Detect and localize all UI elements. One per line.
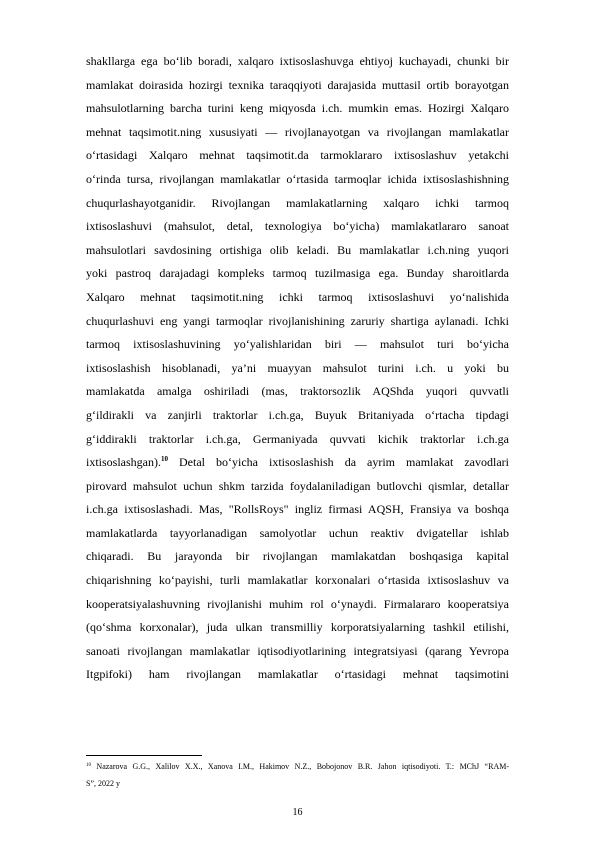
text-segment: Detal bo‘yicha ixtisoslashish da ayrim mamlakat zavodlari — [179, 455, 510, 470]
text-line: chuqurlashayotganidir. Rivojlangan mamlakatlarning xalqaro ichki tarmoq — [86, 195, 509, 210]
footnote — [86, 759, 509, 792]
text-line: pirovard mahsulot uchun shkm tarzida foydalaniladigan butlovchi qismlar, detallar — [86, 478, 509, 493]
text-line: shakllarga ega bo‘lib boradi, xalqaro ixtisoslashuvga ehtiyoj kuchayadi, chunki bir — [86, 54, 509, 68]
text-segment: ixtisoslashgan). — [86, 455, 161, 470]
text-line: mamlakatda amalga oshiriladi (mas, traktorsozlik AQShda yuqori quvvatli — [86, 384, 509, 399]
footnote-text: Nazarova G.G., Xalilov X.X., Xanova I.M., Hakimov N.Z., Bobojonov B.R. Jahon iqtisodiyoti. T.: MChJ “RAM- — [91, 762, 509, 771]
text-line: yoki pastroq darajadagi kompleks tarmoq tuzilmasiga ega. Bunday sharoitlarda — [86, 266, 509, 281]
text-line: mamlakat doirasida hozirgi texnika taraqqiyoti darajasida muttasil ortib borayotgan — [86, 77, 509, 92]
text-line: mahsulotlarning barcha turini keng miqyosda i.ch. mumkin emas. Hozirgi Xalqaro — [86, 101, 509, 116]
text-line: mahsulotlari savdosining ortishiga olib keladi. Bu mamlakatlar i.ch.ning yuqori — [86, 242, 509, 257]
text-line: tarmoq ixtisoslashuvining yo‘yalishlaridan biri — mahsulot turi bo‘yicha — [86, 337, 509, 352]
text-line: chuqurlashuvi eng yangi tarmoqlar rivojlanishining zaruriy shartiga aylanadi. Ichki — [86, 313, 509, 328]
body-text — [86, 50, 509, 687]
footnote-line: S”, 2022 y — [86, 778, 120, 788]
text-line: (qo‘shma korxonalar), juda ulkan transmilliy korporatsiyalarning tashkil etilishi, — [86, 620, 509, 635]
text-line: ixtisoslashish hisoblanadi, ya’ni muayyan mahsulot turini i.ch. u yoki bu — [86, 360, 509, 375]
text-line: Xalqaro mehnat taqsimotit.ning ichki tarmoq ixtisoslashuvi yo‘nalishida — [86, 289, 509, 304]
page-number: 16 — [292, 807, 303, 818]
footnote-line — [86, 759, 509, 776]
text-line: kooperatsiyalashuvning rivojlanishi muhim rol o‘ynaydi. Firmalararo kooperatsiya — [86, 596, 509, 611]
text-line-with-footnote-ref — [86, 451, 509, 475]
text-line: Itgpifoki) ham rivojlangan mamlakatlar o‘rtasidagi mehnat taqsimotini — [86, 667, 509, 682]
footnote-reference[interactable]: 10 — [161, 455, 168, 464]
footnote-divider — [86, 755, 202, 756]
text-line: chiqaradi. Bu jarayonda bir rivojlangan mamlakatdan boshqasiga kapital — [86, 549, 509, 564]
text-line: mamlakatlarda tayyorlanadigan samolyotlar uchun reaktiv dvigatellar ishlab — [86, 525, 509, 540]
text-line: mehnat taqsimotit.ning xususiyati — rivojlanayotgan va rivojlangan mamlakatlar — [86, 124, 509, 139]
footnote-number: 10 — [86, 763, 91, 768]
text-line: o‘rinda tursa, rivojlangan mamlakatlar o‘rtasida tarmoqlar ichida ixtisoslashishning — [86, 171, 509, 186]
text-line: o‘rtasidagi Xalqaro mehnat taqsimotit.da tarmoklararo ixtisoslashuv yetakchi — [86, 148, 509, 163]
text-line: g‘iddirakli traktorlar i.ch.ga, Germaniyada quvvati kichik traktorlar i.ch.ga — [86, 431, 509, 446]
text-line: g‘ildirakli va zanjirli traktorlar i.ch.ga, Buyuk Britaniyada o‘rtacha tipdagi — [86, 407, 509, 422]
text-line: chiqarishning ko‘payishi, turli mamlakatlar korxonalari o‘rtasida ixtisoslashuv va — [86, 573, 509, 588]
text-line: i.ch.ga ixtisoslashadi. Mas, "RollsRoys" ingliz firmasi AQSH, Fransiya va boshqa — [86, 502, 509, 517]
text-line: sanoati rivojlangan mamlakatlar iqtisodiyotlarining integratsiyasi (qarang Yevropa — [86, 643, 509, 658]
text-line: ixtisoslashuvi (mahsulot, detal, texnologiya bo‘yicha) mamlakatlararo sanoat — [86, 219, 509, 234]
